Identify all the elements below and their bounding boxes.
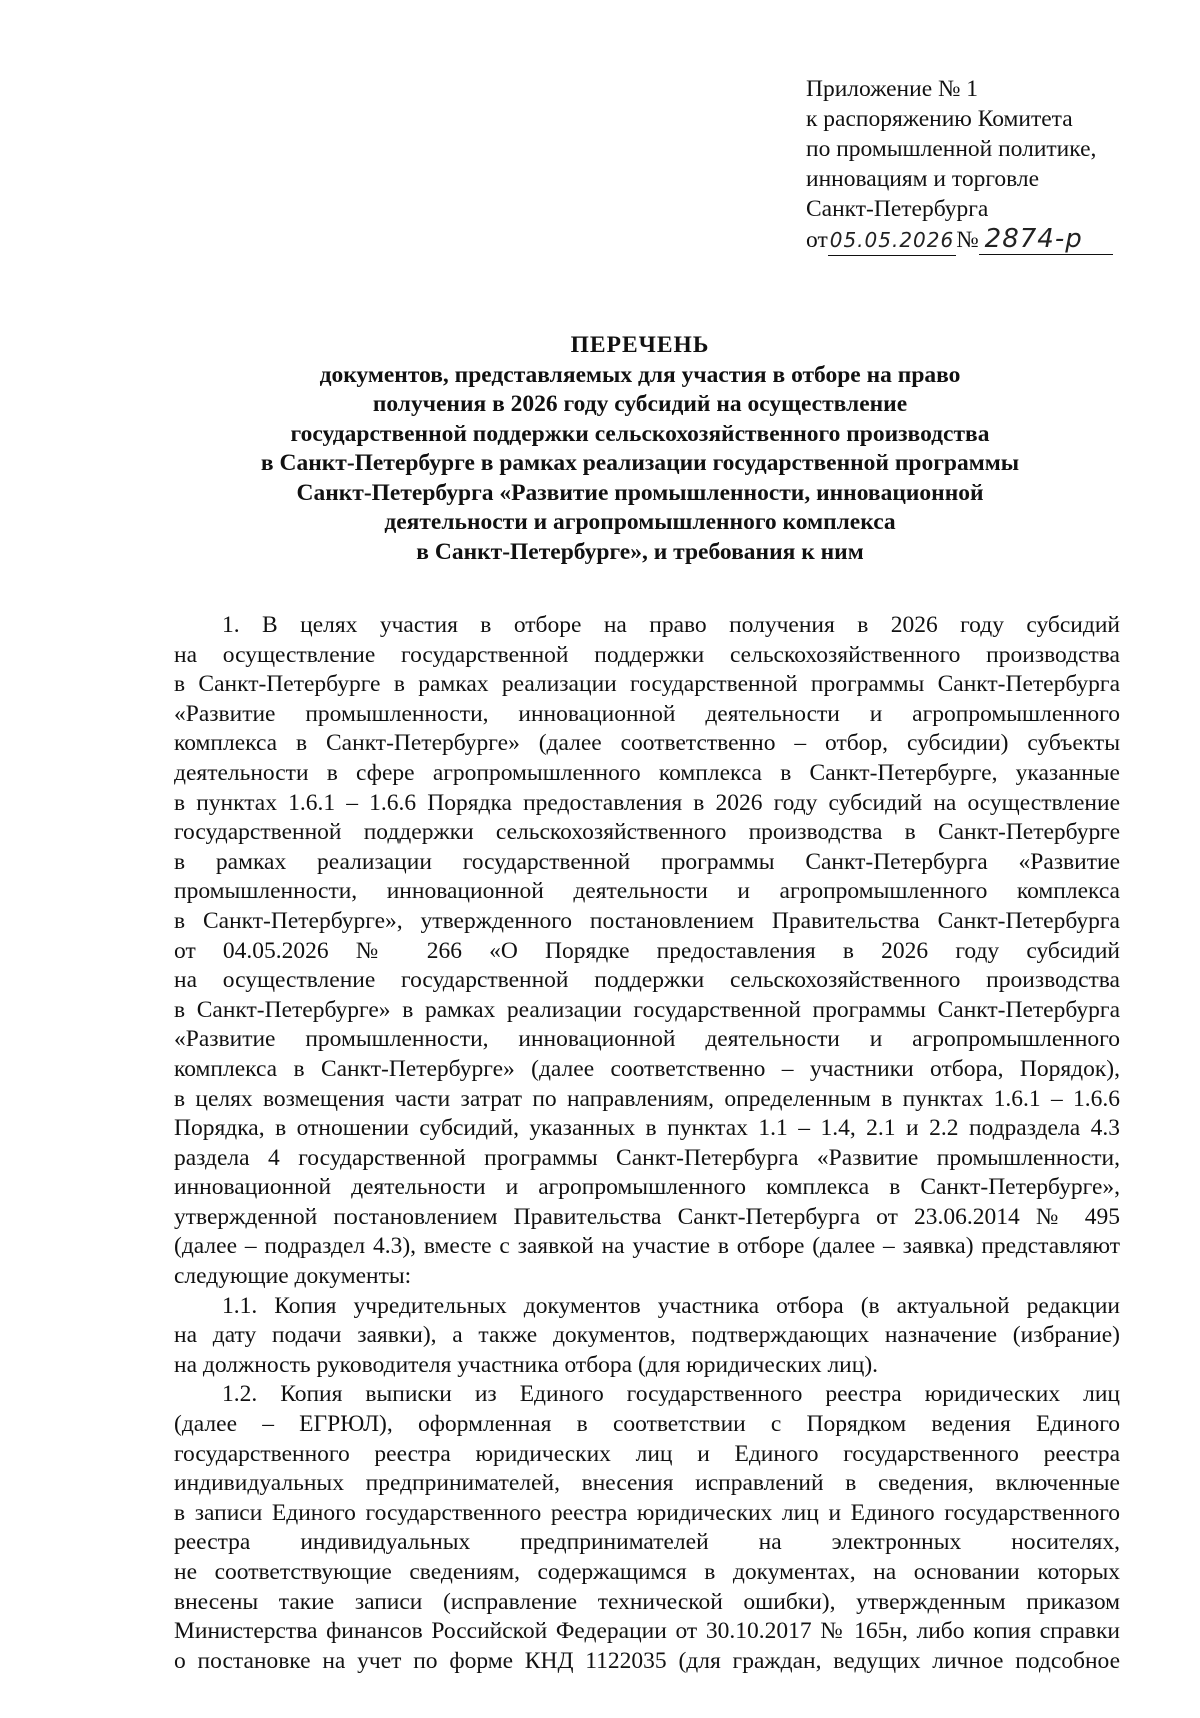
appendix-line: к распоряжению Комитета: [806, 106, 1073, 132]
body-line: на осуществление государственной поддержки сельскохозяйственного производства: [174, 967, 1120, 994]
date-number-line: [806, 224, 1113, 256]
body-line: в Санкт-Петербурге» в рамках реализации государственной программы Санкт-Петербурга: [174, 996, 1120, 1023]
body-line: Порядка, в отношении субсидий, указанных в пунктах 1.1 – 1.4, 2.1 и 2.2 подраздела 4.3: [174, 1115, 1120, 1142]
body-line: 1.2. Копия выписки из Единого государственного реестра юридических лиц: [222, 1381, 1120, 1408]
body-line: в Санкт-Петербурге в рамках реализации государственной программы Санкт-Петербурга: [174, 671, 1120, 698]
body-line: деятельности в сфере агропромышленного комплекса в Санкт-Петербурге, указанные: [174, 759, 1120, 786]
body-line: 1.1. Копия учредительных документов участника отбора (в актуальной редакции: [222, 1292, 1120, 1319]
body-line: на осуществление государственной поддержки сельскохозяйственного производства: [174, 641, 1120, 668]
appendix-block: [806, 74, 1113, 256]
document-title: [170, 331, 1110, 567]
title-line: в Санкт-Петербурге в рамках реализации государственной программы: [260, 450, 1020, 476]
body-line: Министерства финансов Российской Федерации от 30.10.2017 № 165н, либо копия справки: [174, 1618, 1120, 1645]
body-line: в рамках реализации государственной программы Санкт-Петербурга «Развитие: [174, 848, 1120, 875]
body-line: следующие документы:: [174, 1263, 412, 1290]
body-line: в записи Единого государственного реестра юридических лиц и Единого государственного: [174, 1499, 1120, 1526]
number-prefix: №: [956, 227, 979, 253]
body-line: на должность руководителя участника отбора (для юридических лиц).: [174, 1351, 879, 1378]
body-line: государственного реестра юридических лиц и Единого государственного реестра: [174, 1440, 1120, 1467]
body-line: о постановке на учет по форме КНД 1122035 (для граждан, ведущих личное подсобное: [174, 1647, 1120, 1674]
body-line: комплекса в Санкт-Петербурге» (далее соответственно – участники отбора, Порядок),: [174, 1055, 1120, 1082]
body-line: государственной поддержки сельскохозяйственного производства в Санкт-Петербурге: [174, 819, 1120, 846]
body-line: не соответствующие сведениям, содержащимся в документах, на основании которых: [174, 1559, 1120, 1585]
title-line: Санкт-Петербурга «Развитие промышленности, инновационной: [296, 479, 984, 506]
appendix-line: Санкт-Петербурга: [806, 196, 989, 222]
appendix-line: по промышленной политике,: [806, 136, 1097, 162]
body-line: (далее – подраздел 4.3), вместе с заявкой на участие в отборе (далее – заявка) представляют: [174, 1233, 1120, 1260]
body-line: в Санкт-Петербурге», утвержденного постановлением Правительства Санкт-Петербурга: [174, 907, 1120, 934]
handwritten-date: 05.05.2026: [828, 225, 957, 256]
appendix-line: инновациям и торговле: [806, 166, 1040, 192]
body-line: 1. В целях участия в отборе на право получения в 2026 году субсидий: [222, 612, 1120, 638]
title-line: в Санкт-Петербурге», и требования к ним: [416, 538, 864, 565]
body-line: индивидуальных предпринимателей, внесения исправлений в сведения, включенные: [174, 1470, 1120, 1497]
body-line: «Развитие промышленности, инновационной деятельности и агропромышленного: [174, 700, 1120, 727]
body-line: комплекса в Санкт-Петербурге» (далее соответственно – отбор, субсидии) субъекты: [174, 730, 1120, 757]
body-line: «Развитие промышленности, инновационной деятельности и агропромышленного: [174, 1026, 1120, 1053]
body-line: утвержденной постановлением Правительства Санкт-Петербурга от 23.06.2014 № 495: [174, 1203, 1120, 1230]
body-line: промышленности, инновационной деятельности и агропромышленного комплекса: [174, 878, 1120, 905]
body-line: в целях возмещения части затрат по направлениям, определенным в пунктах 1.6.1 – 1.6.6: [174, 1085, 1120, 1112]
appendix-line: Приложение № 1: [806, 76, 979, 102]
title-heading: ПЕРЕЧЕНЬ: [570, 332, 710, 358]
body-line: (далее – ЕГРЮЛ), оформленная в соответствии с Порядком ведения Единого: [174, 1411, 1120, 1438]
date-prefix: от: [806, 227, 828, 253]
document-body: [174, 611, 1120, 1676]
body-line: реестра индивидуальных предпринимателей на электронных носителях,: [174, 1529, 1120, 1556]
body-line: на дату подачи заявки), а также документов, подтверждающих назначение (избрание): [174, 1322, 1120, 1349]
title-line: деятельности и агропромышленного комплекса: [384, 509, 896, 535]
title-line: государственной поддержки сельскохозяйственного производства: [290, 420, 990, 447]
body-line: в пунктах 1.6.1 – 1.6.6 Порядка предоставления в 2026 году субсидий на осуществление: [174, 789, 1120, 816]
body-line: от 04.05.2026 № 266 «О Порядке предоставления в 2026 году субсидий: [174, 937, 1120, 964]
title-line: получения в 2026 году субсидий на осуществление: [372, 391, 908, 417]
title-line: документов, представляемых для участия в отборе на право: [319, 361, 961, 388]
body-line: раздела 4 государственной программы Санкт-Петербурга «Развитие промышленности,: [174, 1144, 1120, 1171]
handwritten-number: 2874-р: [979, 224, 1113, 255]
body-line: внесены такие записи (исправление технической ошибки), утвержденным приказом: [174, 1588, 1120, 1615]
body-line: инновационной деятельности и агропромышленного комплекса в Санкт-Петербурге»,: [174, 1174, 1120, 1201]
